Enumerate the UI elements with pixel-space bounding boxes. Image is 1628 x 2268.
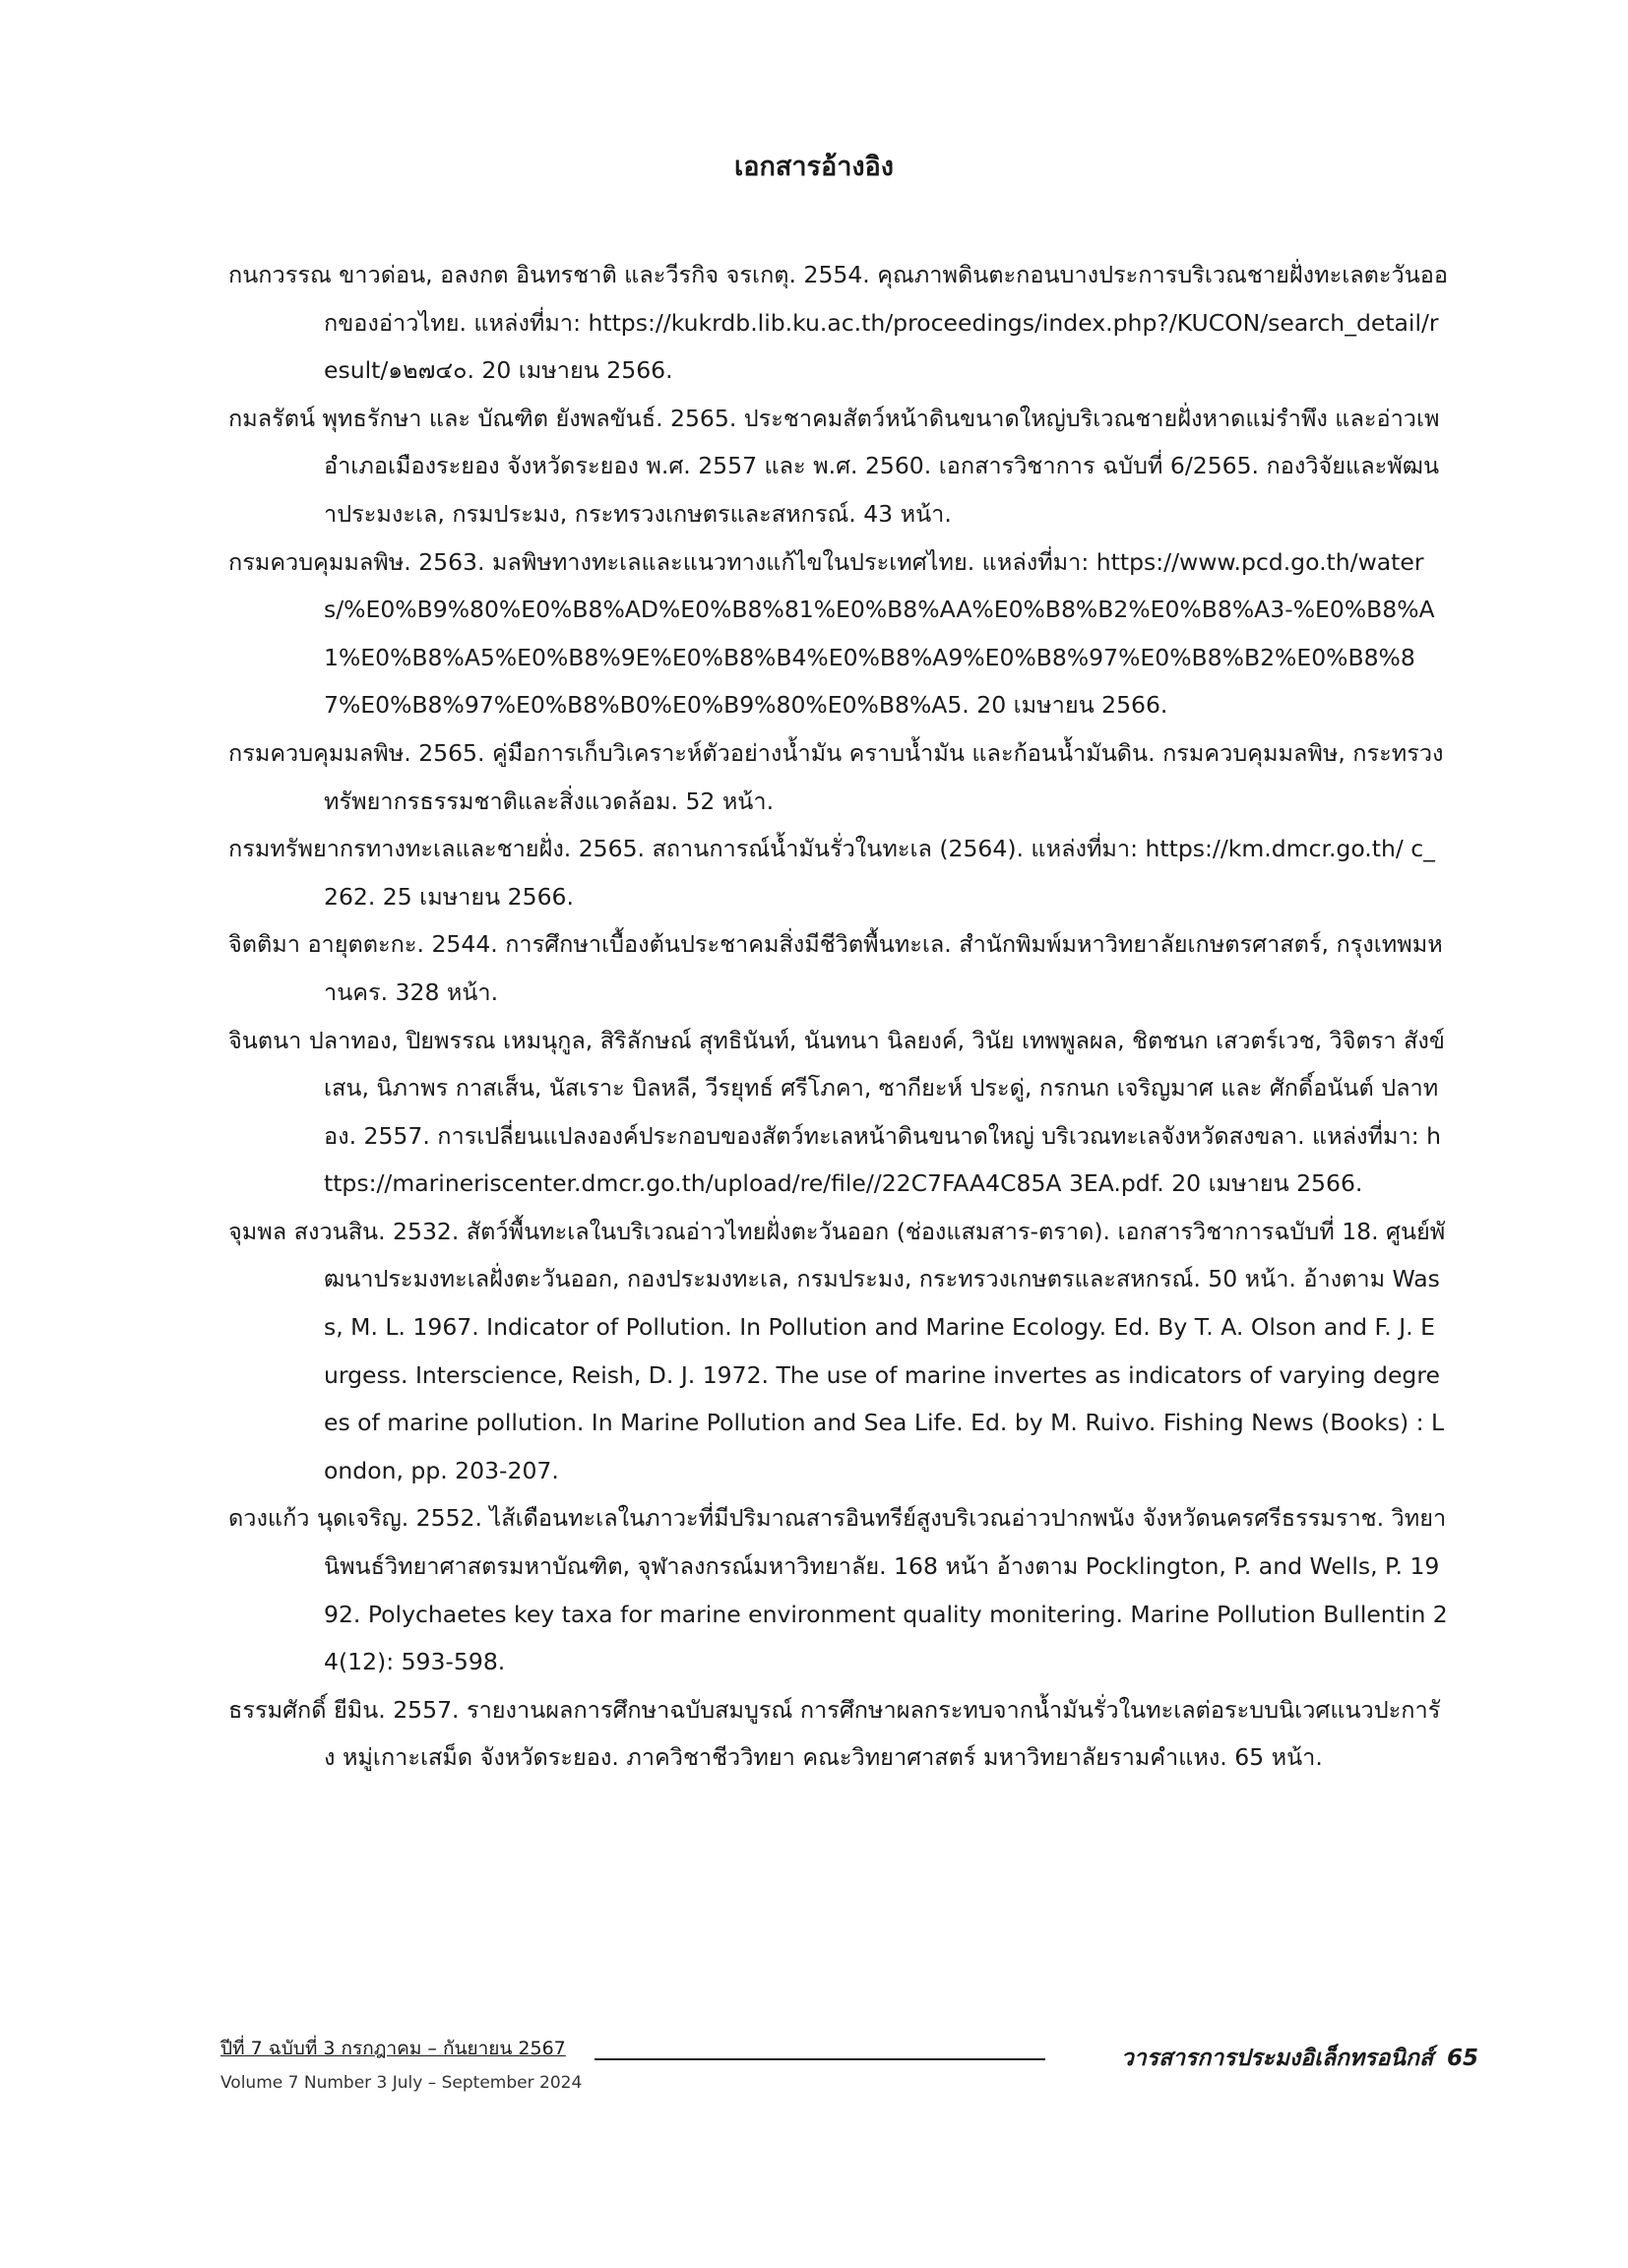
footer-divider <box>595 2058 1045 2060</box>
reference-entry: จิตติมา อายุตตะกะ. 2544. การศึกษาเบื้องต้นประชาคมสิ่งมีชีวิตพื้นทะเล. สำนักพิมพ์มหาวิทยาลัยเกษตรศาสตร์, กรุงเทพมหานคร. 328 หน้า. <box>228 930 1443 1006</box>
journal-footer <box>1121 2044 1478 2073</box>
journal-name: วารสารการประมงอิเล็กทรอนิกส์ <box>1120 2046 1433 2071</box>
reference-entry: ดวงแก้ว นุดเจริญ. 2552. ไส้เดือนทะเลในภาวะที่มีปริมาณสารอินทรีย์สูงบริเวณอ่าวปากพนัง จังหวัดนครศรีธรรมราช. วิทยานิพนธ์วิทยาศาสตรมหาบัณฑิต, จุฬาลงกรณ์มหาวิทยาลัย. 168 หน้า อ้างตาม Pocklington, P. and Wells, P. 1992. Polychaetes key taxa for marine environment quality monitering. Marine Pollution Bullentin 24(12): 593-598. <box>228 1504 1448 1676</box>
page-number: 65 <box>1446 2046 1478 2071</box>
reference-entry: กรมควบคุมมลพิษ. 2563. มลพิษทางทะเลและแนวทางแก้ไขในประเทศไทย. แหล่งที่มา: https://www.pcd.go.th/waters/%E0%B9%80%E0%B8%AD%E0%B8%81%E0%B8%AA%E0%B8%B2%E0%B8%A3-%E0%B8%A1%E0%B8%A5%E0%B8%9E%E0%B8%B4%E0%B8%A9%E0%B8%97%E0%B8%B2%E0%B8%87%E0%B8%97%E0%B8%B0%E0%B9%80%E0%B8%A5. 20 เมษายน 2566. <box>228 547 1435 720</box>
reference-entry: กรมควบคุมมลพิษ. 2565. คู่มือการเก็บวิเคราะห์ตัวอย่างน้ำมัน คราบน้ำมัน และก้อนน้ำมันดิน. กรมควบคุมมลพิษ, กระทรวงทรัพยากรธรรมชาติและสิ่งแวดล้อม. 52 หน้า. <box>228 738 1444 815</box>
reference-entry: จินตนา ปลาทอง, ปิยพรรณ เหมนุกูล, สิริลักษณ์ สุทธินันท์, นันทนา นิลยงค์, วินัย เทพพูลผล, ชิตชนก เสวตร์เวช, วิจิตรา สังข์เสน, นิภาพร กาสเส็น, นัสเราะ บิลหลี, วีรยุทธ์ ศรีโภคา, ซากียะห์ ประดู่, กรกนก เจริญมาศ และ ศักดิ์อนันต์ ปลาทอง. 2557. การเปลี่ยนแปลงองค์ประกอบของสัตว์ทะเลหน้าดินขนาดใหญ่ บริเวณทะเลจังหวัดสงขลา. แหล่งที่มา: https://marineriscenter.dmcr.go.th/upload/re/file//22C7FAA4C85A 3EA.pdf. 20 เมษายน 2566. <box>228 1026 1445 1198</box>
reference-entry: กมลรัตน์ พุทธรักษา และ บัณฑิต ยังพลขันธ์. 2565. ประชาคมสัตว์หน้าดินขนาดใหญ่บริเวณชายฝั่งหาดแม่รำพึง และอ่าวเพ อำเภอเมืองระยอง จังหวัดระยอง พ.ศ. 2557 และ พ.ศ. 2560. เอกสารวิชาการ ฉบับที่ 6/2565. กองวิจัยและพัฒนาประมงะเล, กรมประมง, กระทรวงเกษตรและสหกรณ์. 43 หน้า. <box>228 404 1440 528</box>
reference-entry: จุมพล สงวนสิน. 2532. สัตว์พื้นทะเลในบริเวณอ่าวไทยฝั่งตะวันออก (ช่องแสมสาร-ตราด). เอกสารวิชาการฉบับที่ 18. ศูนย์พัฒนาประมงทะเลฝั่งตะวันออก, กองประมงทะเล, กรมประมง, กระทรวงเกษตรและสหกรณ์. 50 หน้า. อ้างตาม Wass, M. L. 1967. Indicator of Pollution. In Pollution and Marine Ecology. Ed. By T. A. Olson and F. J. Eurgess. Interscience, Reish, D. J. 1972. The use of marine invertes as indicators of varying degrees of marine pollution. In Marine Pollution and Sea Life. Ed. by M. Ruivo. Fishing News (Books) : London, pp. 203-207. <box>228 1217 1446 1484</box>
issue-thai: ปีที่ 7 ฉบับที่ 3 กรกฎาคม – กันยายน 2567 <box>220 2038 566 2059</box>
page-title: เอกสารอ้างอิง <box>734 152 894 182</box>
issue-english: Volume 7 Number 3 July – September 2024 <box>220 2073 583 2093</box>
reference-entry: ธรรมศักดิ์ ยีมิน. 2557. รายงานผลการศึกษาฉบับสมบูรณ์ การศึกษาผลกระทบจากน้ำมันรั่วในทะเลต่อระบบนิเวศแนวปะการัง หมู่เกาะเสม็ด จังหวัดระยอง. ภาควิชาชีววิทยา คณะวิทยาศาสตร์ มหาวิทยาลัยรามคำแหง. 65 หน้า. <box>228 1695 1441 1772</box>
issue-info <box>220 2036 909 2095</box>
reference-entry: กนกวรรณ ขาวด่อน, อลงกต อินทรชาติ และวีรกิจ จรเกตุ. 2554. คุณภาพดินตะกอนบางประการบริเวณชายฝั่งทะเลตะวันออกของอ่าวไทย. แหล่งที่มา: https://kukrdb.lib.ku.ac.th/proceedings/index.php?/KUCON/search_detail/result/๑๒๗๔๐. 20 เมษายน 2566. <box>228 261 1448 385</box>
reference-entry: กรมทรัพยากรทางทะเลและชายฝั่ง. 2565. สถานการณ์น้ำมันรั่วในทะเล (2564). แหล่งที่มา: https://km.dmcr.go.th/ c_262. 25 เมษายน 2566. <box>228 835 1435 911</box>
reference-list <box>228 251 1449 1782</box>
